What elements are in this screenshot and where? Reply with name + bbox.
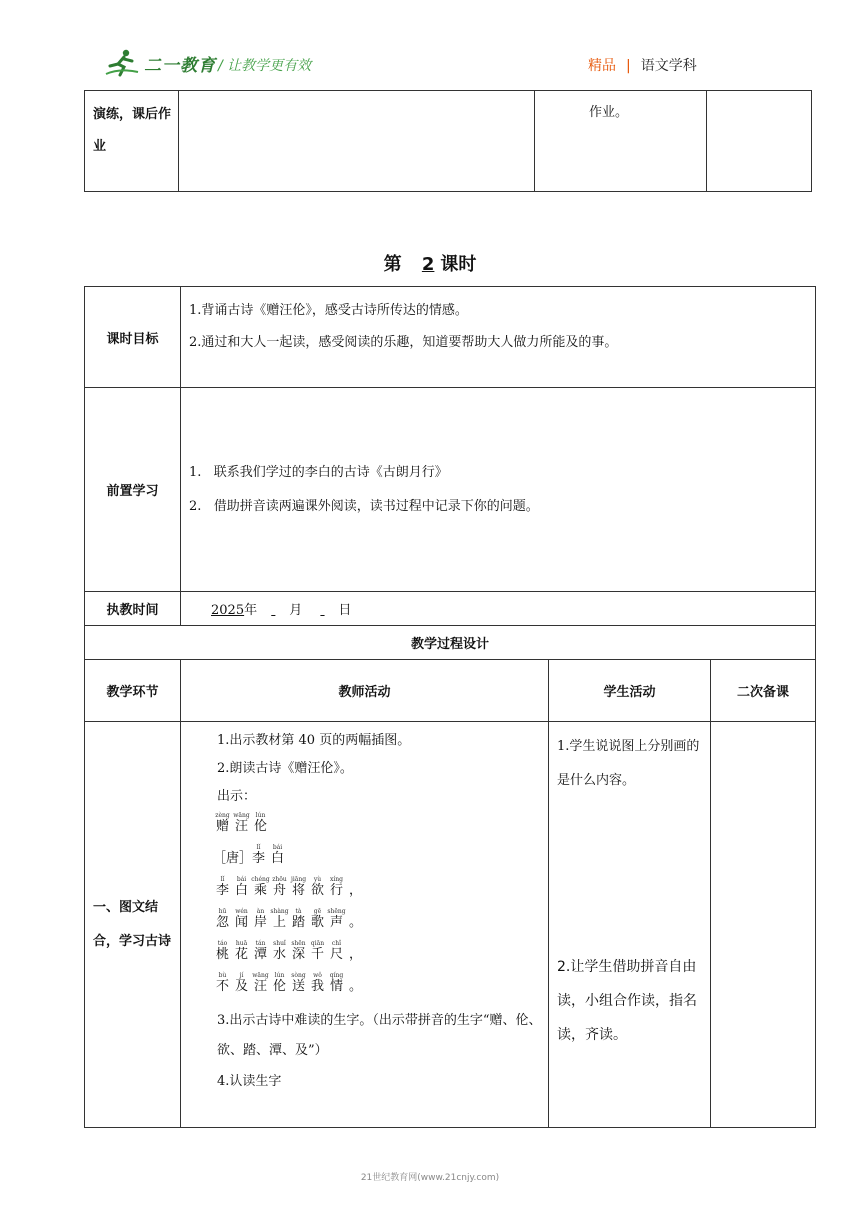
goal-item: 1.背诵古诗《赠汪伦》，感受古诗所传达的情感。 [189, 303, 468, 318]
pinyin: wāng [252, 972, 269, 979]
pinyin: shàng [270, 908, 289, 915]
poem-char [213, 908, 232, 931]
hanzi: 将 [291, 883, 305, 898]
pinyin: sòng [291, 972, 306, 979]
poem-char [308, 908, 327, 931]
pinyin [346, 876, 365, 883]
hanzi: ［唐］ [213, 851, 253, 866]
hanzi: 行 [329, 883, 343, 898]
slogan: / 让教学更有效 [218, 58, 312, 74]
poem-char [232, 876, 251, 899]
pinyin: zèng [215, 812, 230, 819]
poem-char [327, 940, 346, 963]
pinyin: hū [218, 908, 227, 915]
poem-char [289, 908, 308, 931]
pinyin: shuǐ [273, 940, 286, 947]
pinyin: wāng [233, 812, 250, 819]
poem-char [251, 940, 270, 963]
poem-line [213, 972, 544, 1004]
pinyin: shēn [291, 940, 306, 947]
pinyin: qiān [310, 940, 325, 947]
pinyin: shēng [327, 908, 346, 915]
section1-stage: 一、图文结合，学习古诗 [85, 722, 181, 1128]
pinyin: xíng [329, 876, 343, 883]
pinyin: jiāng [290, 876, 307, 883]
hanzi: 白 [270, 851, 284, 866]
poem-char [232, 812, 251, 835]
hanzi: 送 [291, 979, 305, 994]
lesson-title [0, 250, 860, 276]
hanzi: 闻 [234, 915, 248, 930]
hanzi: 。 [348, 915, 362, 930]
goal-item: 2.通过和大人一起读，感受阅读的乐趣，知道要帮助大人做力所能及的事。 [189, 335, 618, 350]
prestudy-item: 1. 联系我们学过的李白的古诗《古朗月行》 [189, 464, 448, 480]
runner-logo-icon [104, 48, 140, 78]
poem-block [189, 812, 544, 1004]
hanzi: 情 [329, 979, 343, 994]
hanzi: 李 [251, 851, 265, 866]
poem-char [213, 876, 232, 899]
time-label: 执教时间 [85, 592, 181, 626]
hanzi: ， [348, 883, 362, 898]
hanzi: 伦 [272, 979, 286, 994]
poem-char [270, 908, 289, 931]
teacher-step1: 1.出示教材第 40 页的两幅插图。 [217, 733, 411, 748]
lesson-number: 2 [421, 254, 435, 275]
poem-char [270, 972, 289, 995]
month-unit: 月 [289, 603, 303, 618]
poem-char [251, 908, 270, 931]
hanzi: 歌 [310, 915, 324, 930]
hanzi: 欲 [310, 883, 324, 898]
pinyin: qíng [329, 972, 344, 979]
col-header-stage: 教学环节 [85, 660, 181, 722]
hanzi: 汪 [234, 819, 248, 834]
prestudy-label: 前置学习 [85, 388, 181, 592]
poem-char [232, 972, 251, 995]
stage-cell: 演练，课后作业 [85, 91, 179, 192]
hanzi: 踏 [291, 915, 305, 930]
day-blank [320, 603, 338, 618]
hanzi: 伦 [253, 819, 267, 834]
teacher-step3: 3.出示古诗中难读的生字。（出示带拼音的生字“赠、伦、欲、踏、潭、及”） [217, 1013, 542, 1058]
poem-char [232, 908, 251, 931]
poem-char [251, 972, 270, 995]
pinyin: jí [239, 972, 244, 979]
page-footer: 21世纪教育网(www.21cnjy.com) [360, 1173, 500, 1183]
poem-char [268, 844, 287, 867]
pinyin: chǐ [331, 940, 342, 947]
pinyin [346, 908, 365, 915]
poem-char [251, 812, 270, 835]
poem-char [346, 876, 365, 899]
pinyin: bái [236, 876, 247, 883]
hanzi: 及 [234, 979, 248, 994]
poem-char [213, 940, 232, 963]
pinyin: lǐ [220, 876, 225, 883]
pinyin: chéng [251, 876, 270, 883]
section1-student [549, 722, 711, 1128]
pinyin [213, 844, 249, 851]
poem-char [308, 940, 327, 963]
pinyin: àn [256, 908, 265, 915]
poem-char [270, 940, 289, 963]
pinyin: bái [272, 844, 283, 851]
col-header-notes: 二次备课 [711, 660, 816, 722]
poem-char [213, 812, 232, 835]
hanzi: 。 [348, 979, 362, 994]
student-cell: 作业。 [535, 91, 707, 192]
day-unit: 日 [338, 603, 352, 618]
hanzi: 不 [215, 979, 229, 994]
poem-char [251, 876, 270, 899]
hanzi: 忽 [215, 915, 229, 930]
hanzi: 岸 [253, 915, 267, 930]
goals-label: 课时目标 [85, 287, 181, 388]
month-blank [271, 603, 289, 618]
poem-char [308, 972, 327, 995]
hanzi: ， [348, 947, 362, 962]
hanzi: 我 [310, 979, 324, 994]
time-cell [181, 592, 816, 626]
poem-char [346, 908, 365, 931]
quality-label: 精品 [588, 58, 616, 74]
poem-char [270, 876, 289, 899]
poem-char [327, 876, 346, 899]
process-title: 教学过程设计 [85, 626, 816, 660]
pinyin: táo [217, 940, 228, 947]
goals-cell [181, 287, 816, 388]
poem-char [327, 972, 346, 995]
hanzi: 水 [272, 947, 286, 962]
pinyin [346, 940, 365, 947]
pinyin: huā [235, 940, 248, 947]
hanzi: 舟 [272, 883, 286, 898]
poem-char [289, 972, 308, 995]
subject-label: 语文学科 [640, 58, 697, 74]
lesson-table [84, 286, 816, 1128]
hanzi: 汪 [253, 979, 267, 994]
prestudy-cell [181, 388, 816, 592]
year-value: 2025 [211, 603, 245, 618]
poem-char [327, 908, 346, 931]
teacher-show: 出示： [217, 789, 257, 804]
lesson-suffix: 课时 [440, 254, 477, 275]
col-header-student: 学生活动 [549, 660, 711, 722]
pinyin: lún [274, 972, 285, 979]
hanzi: 尺 [329, 947, 343, 962]
pinyin: gē [313, 908, 322, 915]
top-table [84, 90, 812, 192]
teacher-step2: 2.朗读古诗《赠汪伦》。 [217, 761, 353, 776]
hanzi: 花 [234, 947, 248, 962]
hanzi: 上 [272, 915, 286, 930]
hanzi: 千 [310, 947, 324, 962]
hanzi: 赠 [215, 819, 229, 834]
lesson-prefix: 第 [383, 254, 402, 275]
pinyin: yù [313, 876, 322, 883]
logo-text: 二一教育 [144, 55, 216, 76]
hanzi: 深 [291, 947, 305, 962]
poem-line [213, 940, 544, 972]
student-item1: 1.学生说说图上分别画的是什么内容。 [557, 739, 700, 788]
poem-char [346, 940, 365, 963]
pinyin: tán [255, 940, 266, 947]
section1-notes [711, 722, 816, 1128]
pinyin: tà [295, 908, 302, 915]
pinyin: bù [218, 972, 227, 979]
pinyin: lún [255, 812, 266, 819]
pinyin: lǐ [256, 844, 261, 851]
pinyin: wǒ [313, 972, 322, 979]
hanzi: 声 [329, 915, 343, 930]
notes-cell [707, 91, 812, 192]
col-header-teacher: 教师活动 [181, 660, 549, 722]
hanzi: 李 [215, 883, 229, 898]
poem-char [308, 876, 327, 899]
poem-char [289, 876, 308, 899]
hanzi: 桃 [215, 947, 229, 962]
poem-char [289, 940, 308, 963]
poem-char [346, 972, 365, 995]
poem-char [213, 972, 232, 995]
header-subject [588, 55, 697, 75]
prestudy-item: 2. 借助拼音读两遍课外阅读，读书过程中记录下你的问题。 [189, 498, 539, 514]
student-item2: 2.让学生借助拼音自由读，小组合作读，指名读，齐读。 [557, 959, 697, 1043]
pinyin: zhōu [272, 876, 287, 883]
hanzi: 白 [234, 883, 248, 898]
page-header [0, 0, 860, 80]
teacher-step4: 4.认读生字 [217, 1074, 282, 1089]
pinyin: wén [235, 908, 248, 915]
poem-char [249, 844, 268, 867]
section1-teacher [181, 722, 549, 1128]
brand-logo [104, 46, 216, 80]
hanzi: 乘 [253, 883, 267, 898]
year-unit: 年 [244, 603, 258, 618]
poem-line [213, 812, 544, 844]
teacher-cell [179, 91, 535, 192]
poem-char [213, 844, 253, 867]
header-divider: | [626, 58, 631, 74]
poem-line [213, 844, 544, 876]
pinyin [346, 972, 365, 979]
poem-line [213, 876, 544, 908]
poem-char [232, 940, 251, 963]
poem-line [213, 908, 544, 940]
hanzi: 潭 [253, 947, 267, 962]
